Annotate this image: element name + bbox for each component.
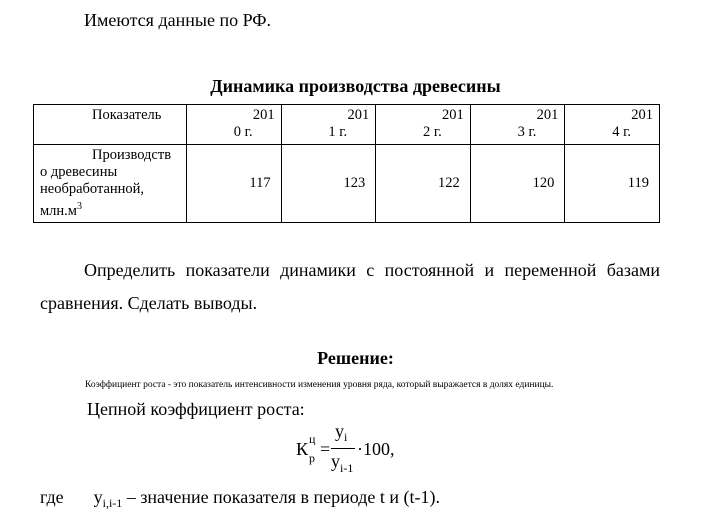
task-line: сравнения. Сделать выводы. — [40, 293, 258, 313]
row-label-line: необработанной, — [40, 181, 145, 197]
value-cell: 117 — [187, 145, 282, 223]
year-cell — [187, 105, 282, 145]
value-cell: 122 — [376, 145, 471, 223]
denominator-symbol: y — [331, 451, 340, 471]
where-symbol: y — [93, 487, 103, 507]
year-cell — [281, 105, 376, 145]
where-text: – значение показателя в периоде t и (t-1). — [122, 487, 440, 507]
where-word: где — [40, 487, 64, 507]
formula-numerator — [335, 421, 347, 442]
year-top: 201 — [536, 107, 559, 123]
table-title: Динамика производства древесины — [210, 76, 501, 96]
year-top: 201 — [252, 107, 275, 123]
chain-coefficient-heading: Цепной коэффициент роста: — [87, 399, 305, 419]
year-cell — [470, 105, 565, 145]
formula-symbol: К — [296, 439, 309, 459]
year-cell — [565, 105, 660, 145]
fraction-bar — [331, 448, 355, 449]
table-row — [34, 145, 660, 223]
row-label-line: млн.м — [40, 202, 77, 219]
value-cell: 119 — [565, 145, 660, 223]
year-bottom: 3 г. — [517, 124, 537, 140]
superscript: 3 — [76, 201, 82, 212]
row-label-line: Производств — [92, 147, 172, 163]
row-label-unit — [40, 198, 180, 220]
production-table — [33, 104, 660, 223]
formula-equals: = — [320, 439, 331, 459]
value-cell: 120 — [470, 145, 565, 223]
header-label-cell — [34, 105, 187, 145]
header-label: Показатель — [92, 107, 162, 123]
year-bottom: 2 г. — [422, 124, 442, 140]
intro-text: Имеются данные по РФ. — [84, 10, 271, 30]
task-paragraph — [40, 254, 660, 320]
year-bottom: 4 г. — [612, 124, 631, 140]
solution-heading: Решение: — [317, 348, 394, 368]
year-top: 201 — [347, 107, 370, 123]
table-header-row — [34, 105, 660, 145]
formula-subscript: р — [309, 451, 315, 465]
definition-text: Коэффициент роста - это показатель интенсивности изменения уровня ряда, который выражается в долях единицы. — [85, 380, 554, 390]
year-cell — [376, 105, 471, 145]
numerator-symbol: y — [335, 421, 344, 441]
formula-denominator — [331, 451, 354, 475]
where-subscript: i,i-1 — [102, 496, 123, 510]
where-line — [40, 487, 440, 508]
year-bottom: 0 г. — [233, 124, 253, 140]
numerator-subscript: i — [344, 430, 348, 444]
year-bottom: 1 г. — [328, 124, 348, 140]
row-label-cell — [34, 145, 187, 223]
year-top: 201 — [442, 107, 464, 123]
year-top: 201 — [631, 107, 653, 123]
value-cell: 123 — [281, 145, 376, 223]
row-label-line: о древесины — [40, 164, 118, 180]
denominator-subscript: i-1 — [340, 461, 354, 475]
formula-multiplier: ·100, — [357, 439, 395, 459]
growth-formula — [296, 421, 436, 481]
formula-superscript: ц — [309, 432, 316, 446]
task-line: Определить показатели динамики с постоянной и переменной базами — [84, 260, 660, 280]
